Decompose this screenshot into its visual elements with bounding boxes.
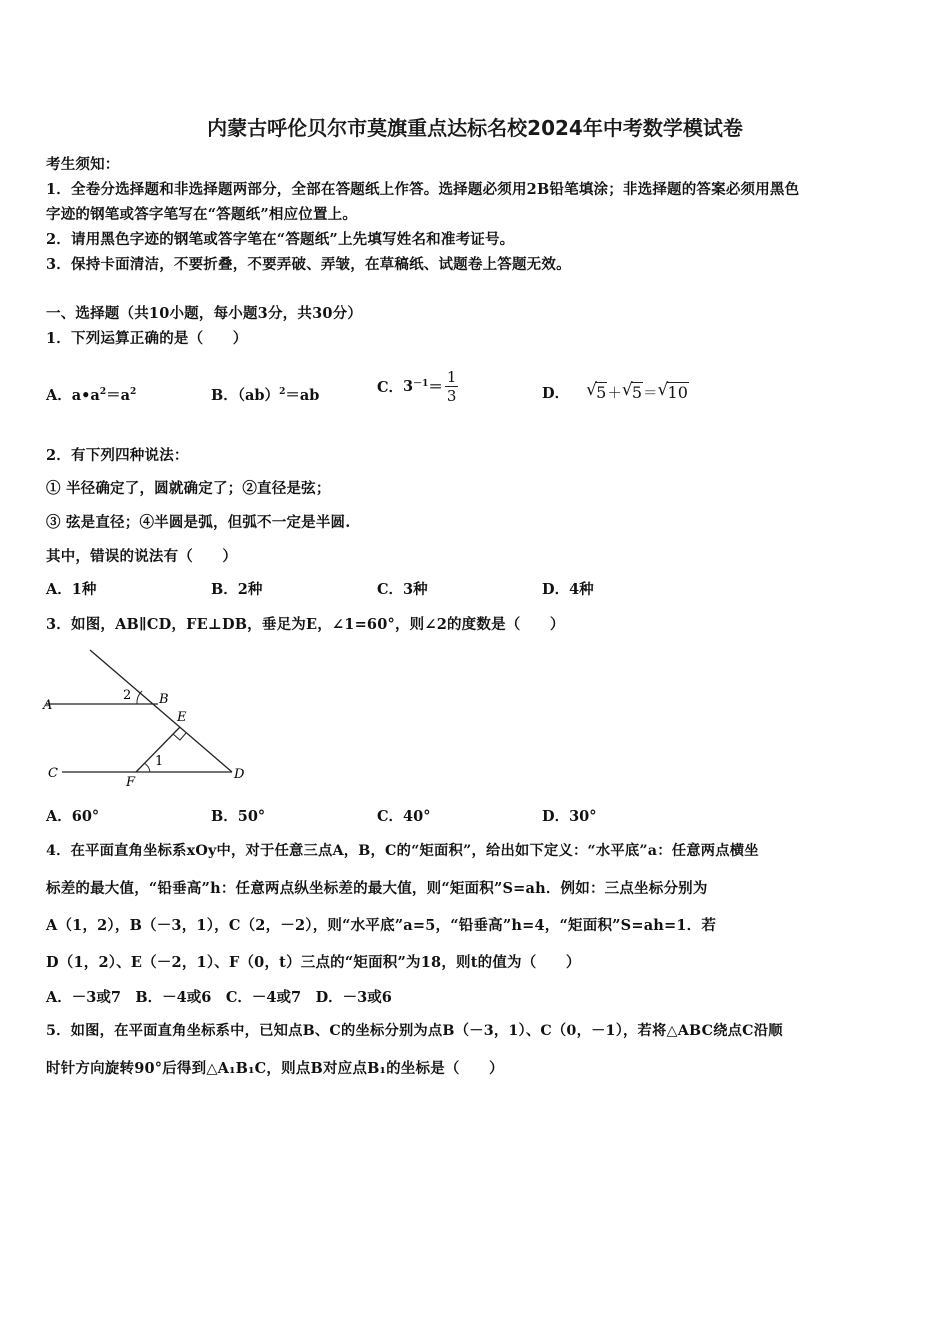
q3-option-a: A．60°	[46, 808, 100, 825]
label-angle-1: 1	[155, 754, 164, 769]
q1-option-b	[211, 384, 319, 405]
q2-option-d: D．4种	[542, 581, 594, 598]
q1-b-text: （ab）	[237, 387, 280, 404]
q2-statement-2: ③ 弦是直径；④半圆是弧，但弧不一定是半圆.	[46, 514, 351, 531]
label-c: C	[48, 766, 58, 781]
notice-line-3: 3．保持卡面清洁，不要折叠，不要弄破、弄皱，在草稿纸、试题卷上答题无效。	[46, 256, 571, 273]
q4-line-1: 4．在平面直角坐标系xOy中，对于任意三点A，B，C的“矩面积”，给出如下定义：“水平底”a：任意两点横坐	[46, 843, 759, 859]
q1-option-d	[542, 382, 689, 403]
q1-c-denominator: 3	[446, 386, 457, 405]
page-title: 内蒙古呼伦贝尔市莫旗重点达标名校2024年中考数学模试卷	[207, 116, 743, 140]
q4-line-2: 标差的最大值，“铅垂高”h：任意两点纵坐标差的最大值，则“矩面积”S=ah．例如：三点坐标分别为	[46, 880, 708, 897]
q3-option-c: C．40°	[377, 808, 431, 825]
q1-c-numerator: 1	[446, 367, 457, 386]
q1-a-eq: ＝a	[106, 387, 130, 404]
q2-stem: 2．有下列四种说法：	[46, 447, 189, 464]
q4-line-3: A（1，2），B（－3，1），C（2，－2），则“水平底”a=5，“铅垂高”h=4，“矩面积”S=ah=1．若	[46, 917, 717, 934]
q4-options: A．－3或7 B．－4或6 C．－4或7 D．－3或6	[46, 989, 392, 1006]
notice-line-2: 2．请用黑色字迹的钢笔或答字笔在“答题纸”上先填写姓名和准考证号。	[46, 231, 515, 248]
angle-1-arc	[144, 763, 150, 772]
section-heading: 一、选择题（共10小题，每小题3分，共30分）	[46, 305, 363, 322]
radical-icon: √	[657, 380, 669, 400]
radical-icon: √	[621, 380, 633, 400]
notice-line-1a: 1．全卷分选择题和非选择题两部分，全部在答题纸上作答。选择题必须用2B铅笔填涂；非选择题的答案必须用黑色	[46, 181, 800, 198]
label-f: F	[126, 775, 136, 790]
radical-icon: √	[586, 380, 597, 400]
q1-option-c	[377, 366, 458, 406]
q1-a-base: a•a	[71, 387, 100, 404]
q2-option-a: A．1种	[46, 581, 97, 598]
q1-d-sqrt-1	[586, 380, 607, 402]
q3-option-d: D．30°	[542, 808, 597, 825]
q5-line-2: 时针方向旋转90°后得到△A₁B₁C，则点B对应点B₁的坐标是（ ）	[46, 1060, 504, 1077]
q3-option-b: B．50°	[211, 808, 266, 825]
q1-d-radicand-3: 10	[667, 383, 688, 402]
q1-d-radicand-1: 5	[596, 383, 607, 402]
q1-stem: 1．下列运算正确的是（ ）	[46, 330, 248, 347]
q3-figure	[40, 645, 260, 795]
q2-question: 其中，错误的说法有（ ）	[46, 548, 238, 565]
q1-d-sqrt-3	[657, 380, 689, 402]
q1-c-eq: ＝	[428, 378, 443, 396]
q1-a-exp: 2	[99, 387, 107, 398]
q5-line-1: 5．如图，在平面直角坐标系中，已知点B、C的坐标分别为点B（－3，1）、C（0，－1），若将△ABC绕点C沿顺	[46, 1023, 783, 1039]
q2-option-b: B．2种	[211, 581, 263, 598]
q1-c-exp: －1	[413, 379, 429, 389]
q1-b-exp: 2	[279, 387, 286, 398]
q1-d-plus: ＋	[607, 386, 622, 402]
q1-b-eq: ＝ab	[285, 387, 320, 404]
q1-b-label: B．	[211, 387, 238, 404]
label-d: D	[234, 767, 245, 782]
q1-c-fraction	[445, 368, 459, 405]
q2-statement-1: ① 半径确定了，圆就确定了；②直径是弦；	[46, 480, 331, 497]
q1-d-radicand-2: 5	[631, 383, 643, 402]
q3-stem: 3．如图，AB∥CD，FE⊥DB，垂足为E，∠1=60°，则∠2的度数是（ ）	[46, 616, 565, 633]
notice-heading: 考生须知：	[46, 156, 120, 173]
q1-d-sqrt-2	[621, 380, 643, 402]
q1-option-a	[46, 384, 136, 405]
q1-d-eq: ＝	[643, 386, 658, 402]
right-angle-mark	[173, 733, 186, 740]
label-e: E	[177, 710, 187, 725]
q1-c-base: 3	[403, 377, 414, 395]
q4-line-4: D（1，2）、E（－2，1）、F（0，t）三点的“矩面积”为18，则t的值为（ ）	[46, 954, 581, 971]
label-a: A	[43, 698, 53, 713]
q1-d-label: D．	[542, 385, 570, 402]
label-angle-2: 2	[123, 688, 132, 703]
q1-c-label: C．	[377, 378, 404, 396]
label-b: B	[159, 692, 169, 707]
q2-option-c: C．3种	[377, 581, 428, 598]
notice-line-1b: 字迹的钢笔或答字笔写在“答题纸”相应位置上。	[46, 206, 358, 223]
q1-a-label: A．	[46, 387, 72, 404]
q1-a-exp2: 2	[130, 387, 137, 398]
